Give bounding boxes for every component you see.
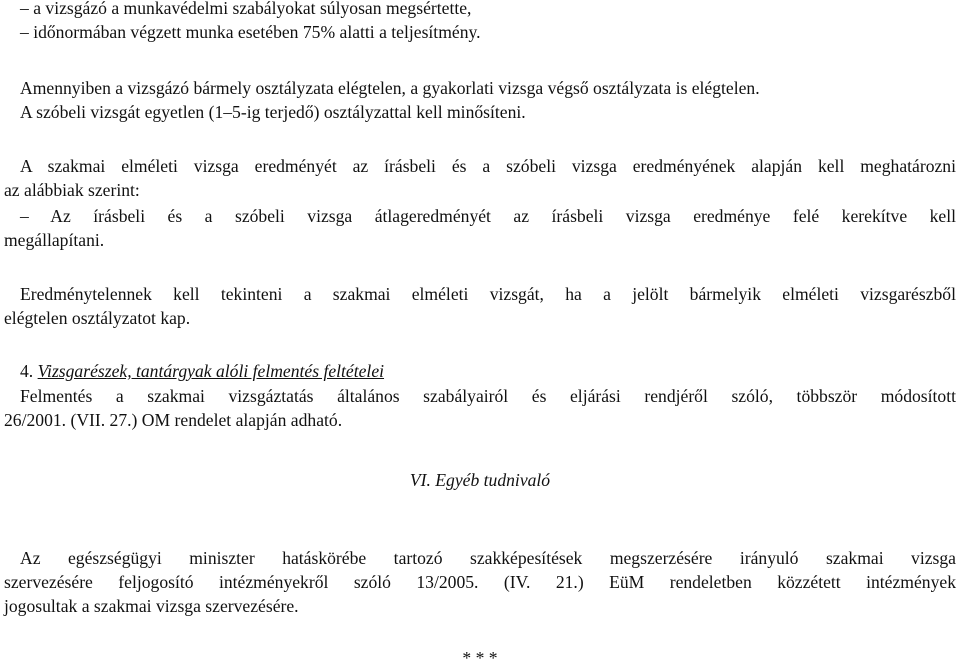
paragraph-line: szervezésére feljogosító intézményekről szóló 13/2005. (IV. 21.) EüM rendeletben közzétett intézmények	[4, 572, 956, 592]
list-item-line: – Az írásbeli és a szóbeli vizsga átlageredményét az írásbeli vizsga eredménye felé kerekítve kell	[20, 206, 956, 226]
bullet-item: – időnormában végzett munka esetében 75% alatti a teljesítmény.	[20, 22, 481, 42]
paragraph-line: A szóbeli vizsgát egyetlen (1–5-ig terjedő) osztályzattal kell minősíteni.	[20, 102, 526, 122]
section-title: VI. Egyéb tudnivaló	[409, 470, 551, 490]
paragraph-line: Amennyiben a vizsgázó bármely osztályzata elégtelen, a gyakorlati vizsga végső osztályzata is elégtelen.	[20, 78, 760, 98]
section-number: 4.	[20, 361, 34, 381]
paragraph-line: az alábbiak szerint:	[4, 180, 140, 200]
bullet-item: – a vizsgázó a munkavédelmi szabályokat súlyosan megsértette,	[20, 0, 472, 18]
paragraph-line: jogosultak a szakmai vizsga szervezésére.	[4, 596, 299, 616]
paragraph-line: A szakmai elméleti vizsga eredményét az írásbeli és a szóbeli vizsga eredményének alapján kell meghatározni	[20, 156, 956, 176]
paragraph-line: elégtelen osztályzatot kap.	[4, 308, 191, 328]
section-title: Vizsgarészek, tantárgyak alóli felmentés feltételei	[37, 361, 385, 381]
paragraph-line: Az egészségügyi miniszter hatáskörébe tartozó szakképesítések megszerzésére irányuló szakmai vizsga	[20, 548, 956, 568]
end-marker: * * *	[462, 648, 498, 668]
paragraph-line: Felmentés a szakmai vizsgáztatás általános szabályairól és eljárási rendjéről szóló, többször módosított	[20, 386, 956, 406]
paragraph-line: 26/2001. (VII. 27.) OM rendelet alapján adható.	[4, 410, 343, 430]
paragraph-line: Eredménytelennek kell tekinteni a szakmai elméleti vizsgát, ha a jelölt bármelyik elméleti vizsgarészből	[20, 284, 956, 304]
section-heading	[20, 360, 384, 382]
list-item-line: megállapítani.	[4, 230, 105, 250]
